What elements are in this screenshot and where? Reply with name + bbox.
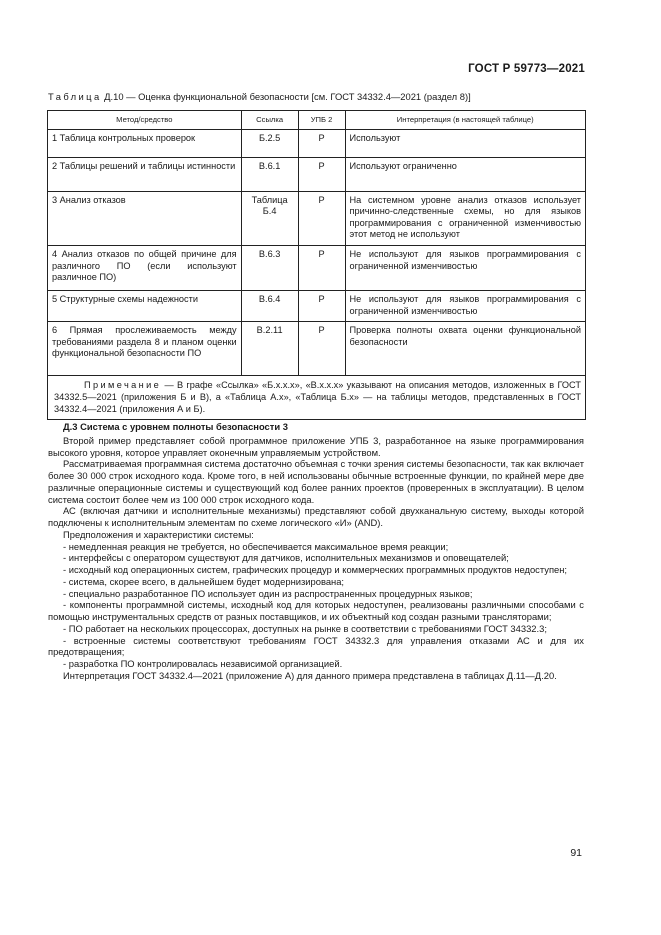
column-header: Ссылка [241, 111, 298, 130]
table-cell-interpretation: Не используют для языков программирования с ограниченной изменчивостью [345, 290, 586, 321]
section-body [48, 421, 584, 682]
column-header: УПБ 2 [298, 111, 345, 130]
table-cell-level: Р [298, 129, 345, 157]
document-id: ГОСТ Р 59773—2021 [468, 63, 585, 75]
table-header-row [48, 111, 586, 130]
note-text: — В графе «Ссылка» «Б.х.х.х», «В.х.х.х» указывают на описания методов, изложенных в ГОСТ 34332.5—2021 (приложения Б и В), а «Таблица А.х», «Таблица Б.х» — на таблицы методов, представленных в ГОСТ 34332.4—2021 (приложения А и Б). [54, 380, 581, 414]
table-cell-reference: Б.2.5 [241, 129, 298, 157]
list-item: - встроенные системы соответствуют требованиям ГОСТ 34332.3 для управления отказами АС и для их предотвращения; [48, 634, 584, 658]
table-cell-method: 6 Прямая прослеживаемость между требованиями раздела 8 и планом оценки функциональной безопасности ПО [48, 322, 242, 376]
paragraph: Рассматриваемая программная система достаточно объемная с точки зрения системы безопасности, так как включает более 30 000 строк исходного кода. Кроме того, в ней использованы обычные встроенные функции, по крайней мере две различные операционные системы и существующий код более ранних проектов (проверенных в эксплуатации). В целом система состоит более чем из 100 000 строк исходного кода. [48, 458, 584, 505]
paragraph: АС (включая датчики и исполнительные механизмы) представляют собой двухканальную систему, выходы которой подключены к исполнительным элементам по схеме логического «И» (AND). [48, 505, 584, 528]
table-row [48, 290, 586, 321]
list-item: - ПО работает на нескольких процессорах, доступных на рынке в соответствии с требованиями ГОСТ 34332.3; [63, 622, 547, 634]
table-cell-interpretation: Используют ограниченно [345, 157, 586, 191]
table-cell-method: 3 Анализ отказов [48, 191, 242, 245]
caption-text: Д.10 — Оценка функциональной безопасности [см. ГОСТ 34332.4—2021 (раздел 8)] [101, 91, 471, 102]
table-cell-level: Р [298, 290, 345, 321]
table-cell-level: Р [298, 157, 345, 191]
paragraph: Предположения и характеристики системы: [63, 528, 254, 540]
list-item: - разработка ПО контролировалась независимой организацией. [63, 658, 343, 669]
table-cell-interpretation: Не используют для языков программирования с ограниченной изменчивостью [345, 245, 586, 290]
list-item: - система, скорее всего, в дальнейшем будет модернизирована; [63, 575, 345, 587]
table-row [48, 322, 586, 376]
table-caption [48, 91, 608, 103]
list-item: - интерфейсы с оператором существуют для датчиков, исполнительных механизмов и оповещателей; [63, 552, 509, 564]
table-row [48, 129, 586, 157]
table-row [48, 191, 586, 245]
table-cell-reference: В.6.3 [241, 245, 298, 290]
table-row [48, 157, 586, 191]
table-cell-reference: В.6.1 [241, 157, 298, 191]
list-item: - специально разработанное ПО использует один из распространенных процедурных языков; [63, 587, 473, 599]
paragraph: Интерпретация ГОСТ 34332.4—2021 (приложение А) для данного примера представлена в таблицах Д.11—Д.20. [63, 669, 557, 681]
table-cell-interpretation: На системном уровне анализ отказов использует причинно-следственные схемы, но для языков программирования с ограниченной изменчивостью этот метод не используют [345, 191, 586, 245]
table-cell-reference: В.2.11 [241, 322, 298, 376]
table-note [48, 376, 586, 419]
table-row [48, 245, 586, 290]
note-label: Примечание [84, 380, 162, 391]
page-number: 91 [570, 847, 582, 859]
table-cell-level: Р [298, 245, 345, 290]
table-cell-method: 5 Структурные схемы надежности [48, 290, 242, 321]
table-cell-level: Р [298, 322, 345, 376]
table-cell-method: 1 Таблица контрольных проверок [48, 129, 242, 157]
table-cell-reference: Таблица Б.4 [241, 191, 298, 245]
list-item: - компоненты программной системы, исходный код для которых недоступен, реализованы различными способами с помощью инструментальных средств от разных поставщиков, и их объектный код создан разными трансляторами; [48, 599, 584, 622]
table-cell-reference: В.6.4 [241, 290, 298, 321]
caption-prefix: Таблица [48, 91, 102, 102]
table-cell-level: Р [298, 191, 345, 245]
column-header: Метод/средство [48, 111, 242, 130]
section-heading: Д.3 Система с уровнем полноты безопасности 3 [63, 421, 288, 432]
column-header: Интерпретация (в настоящей таблице) [345, 111, 586, 130]
paragraph: Второй пример представляет собой программное приложение УПБ 3, разработанное на языке программирования высокого уровня, которое управляет оконечным управляемым устройством. [48, 434, 584, 458]
safety-assessment-table [47, 110, 586, 420]
table-cell-interpretation: Проверка полноты охвата оценки функциональной безопасности [345, 322, 586, 376]
table-cell-method: 4 Анализ отказов по общей причине для различного ПО (если используют различное ПО) [48, 245, 242, 290]
table-cell-interpretation: Используют [345, 129, 586, 157]
table-note-row [48, 376, 586, 419]
table-cell-method: 2 Таблицы решений и таблицы истинности [48, 157, 242, 191]
list-item: - исходный код операционных систем, графических процедур и коммерческих программных продуктов недоступен; [63, 564, 568, 575]
list-item: - немедленная реакция не требуется, но обеспечивается максимальное время реакции; [63, 540, 449, 552]
